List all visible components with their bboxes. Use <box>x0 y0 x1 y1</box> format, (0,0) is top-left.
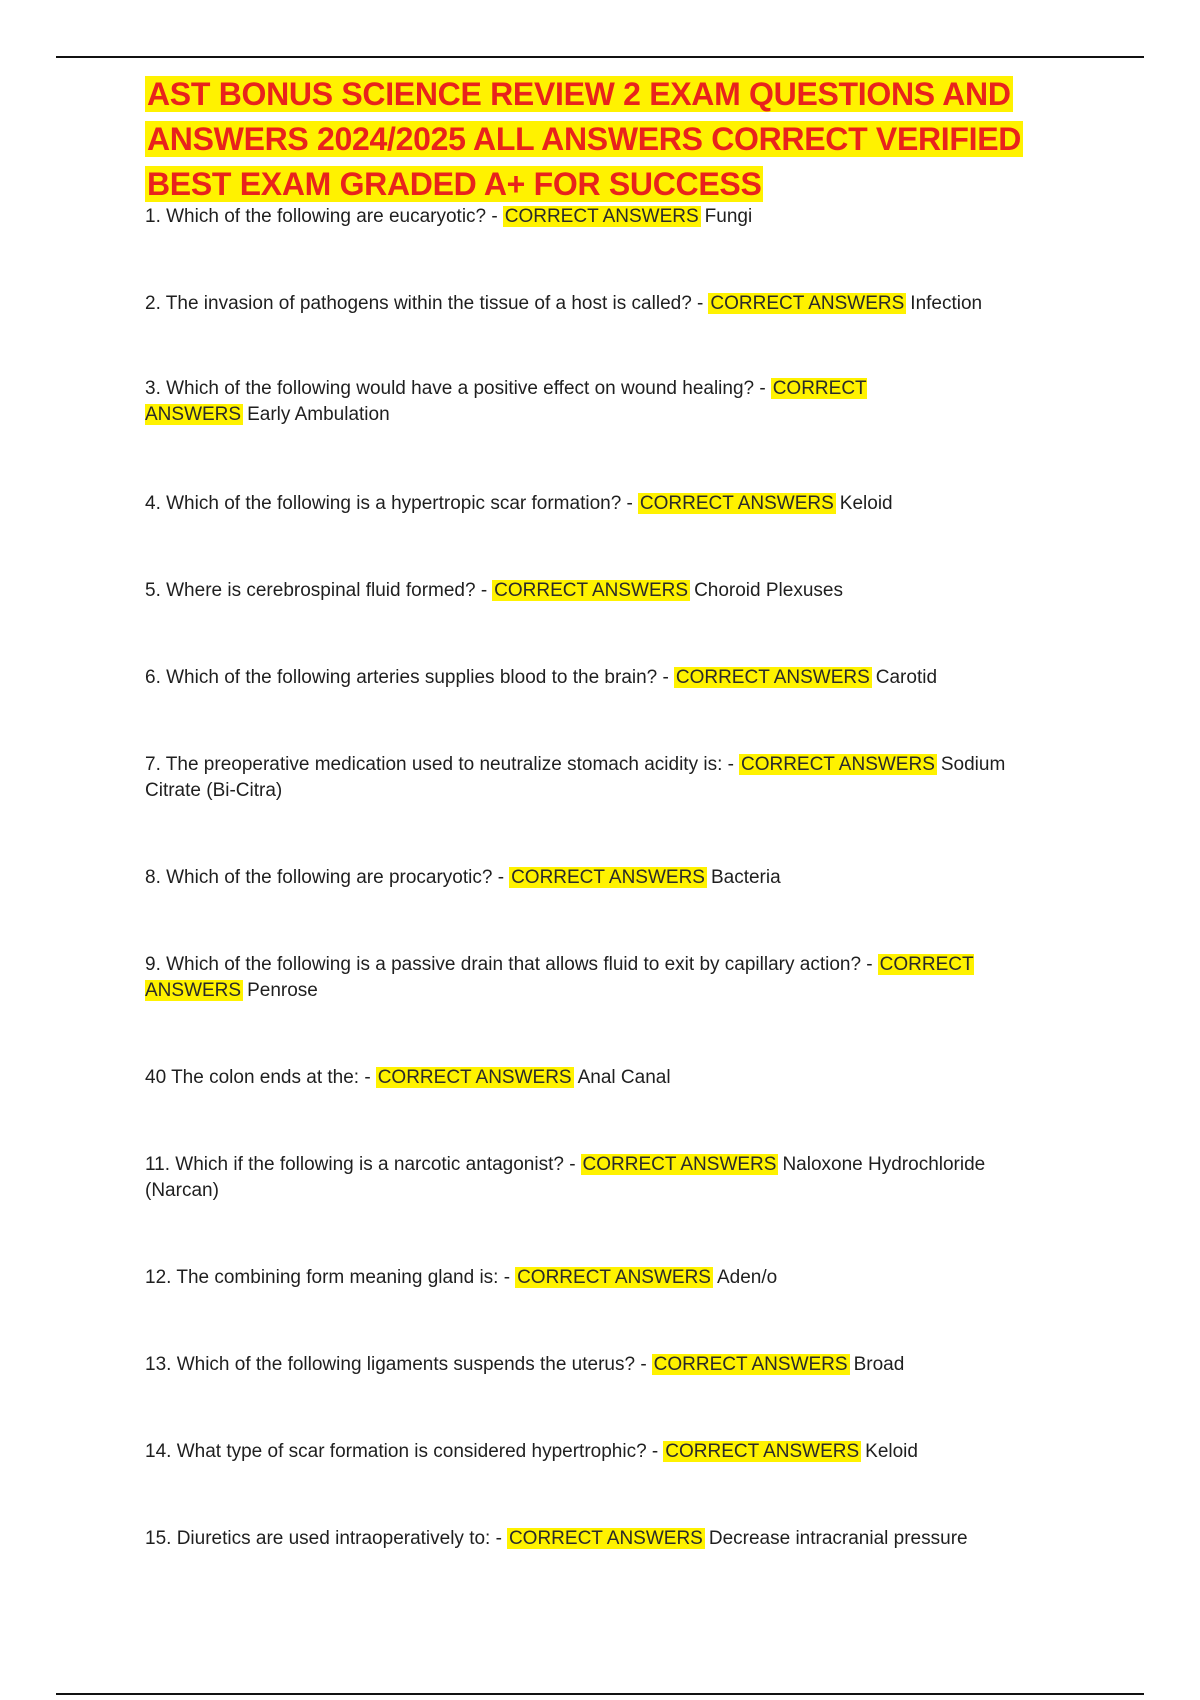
question-text: 15. Diuretics are used intraoperatively to: - <box>145 1528 502 1549</box>
answer-text: Infection <box>910 293 983 314</box>
answer-text: Keloid <box>865 1441 918 1462</box>
bottom-rule <box>56 1693 1144 1695</box>
answer-text: Bacteria <box>710 867 781 888</box>
list-item <box>145 1352 1065 1378</box>
correct-answers-tag: CORRECT ANSWERS <box>710 293 905 314</box>
answer-text: Carotid <box>875 667 938 688</box>
answer-text: Sodium Citrate (Bi-Citra) <box>145 754 1006 801</box>
correct-answers-tag: CORRECT ANSWERS <box>653 1354 848 1375</box>
answer-text: Fungi <box>704 206 753 227</box>
question-text: 6. Which of the following arteries supplies blood to the brain? - <box>145 667 669 688</box>
correct-answers-tag: CORRECT ANSWERS <box>740 754 935 775</box>
list-item <box>145 291 1065 317</box>
question-text: 3. Which of the following would have a positive effect on wound healing? - <box>145 378 766 399</box>
answer-text: Choroid Plexuses <box>694 580 843 601</box>
question-text: 2. The invasion of pathogens within the tissue of a host is called? - <box>145 293 704 314</box>
correct-answers-tag: CORRECT ANSWERS <box>508 1528 703 1549</box>
answer-text: Keloid <box>839 493 893 514</box>
question-text: 7. The preoperative medication used to neutralize stomach acidity is: - <box>145 754 734 775</box>
question-text: 13. Which of the following ligaments suspends the uterus? - <box>145 1354 647 1375</box>
question-text: 40 The colon ends at the: - <box>145 1067 371 1088</box>
question-text: 1. Which of the following are eucaryotic? - <box>145 206 498 227</box>
correct-answers-tag: CORRECT ANSWERS <box>675 667 870 688</box>
correct-answers-tag: CORRECT ANSWERS <box>511 867 705 888</box>
answer-text: Naloxone Hydrochloride (Narcan) <box>145 1154 986 1201</box>
list-item <box>145 1439 1065 1465</box>
list-item <box>145 204 1065 230</box>
list-item <box>145 1152 1045 1204</box>
correct-answers-tag: CORRECT ANSWERS <box>517 1267 711 1288</box>
answer-text: Aden/o <box>716 1267 778 1288</box>
question-text: 4. Which of the following is a hypertropic scar formation? - <box>145 493 633 514</box>
document-title-text: AST BONUS SCIENCE REVIEW 2 EXAM QUESTIONS AND ANSWERS 2024/2025 ALL ANSWERS CORRECT VERIFIED BEST EXAM GRADED A+ FOR SUCCESS <box>147 76 1022 202</box>
correct-answers-tag: CORRECT ANSWERS <box>377 1067 572 1088</box>
list-item <box>145 952 1065 1004</box>
question-text: 14. What type of scar formation is considered hypertrophic? - <box>145 1441 659 1462</box>
list-item <box>145 752 1065 804</box>
answer-text: Decrease intracranial pressure <box>708 1528 968 1549</box>
correct-answers-tag: CORRECT ANSWERS <box>504 206 699 227</box>
list-item <box>145 1065 1065 1091</box>
list-item <box>145 1265 1065 1291</box>
correct-answers-tag: CORRECT ANSWERS <box>145 378 867 425</box>
correct-answers-tag: CORRECT ANSWERS <box>145 954 974 1001</box>
correct-answers-tag: CORRECT ANSWERS <box>494 580 689 601</box>
document-title <box>145 72 1065 207</box>
list-item <box>145 865 1065 891</box>
list-item <box>145 376 1005 428</box>
top-rule <box>56 56 1144 58</box>
correct-answers-tag: CORRECT ANSWERS <box>665 1441 860 1462</box>
list-item <box>145 1526 1065 1552</box>
correct-answers-tag: CORRECT ANSWERS <box>639 493 834 514</box>
answer-text: Early Ambulation <box>247 404 390 425</box>
answer-text: Anal Canal <box>577 1067 671 1088</box>
answer-text: Penrose <box>247 980 318 1001</box>
list-item <box>145 665 1065 691</box>
question-text: 9. Which of the following is a passive drain that allows fluid to exit by capillary action? - <box>145 954 873 975</box>
document-body <box>145 72 1065 1549</box>
question-text: 5. Where is cerebrospinal fluid formed? - <box>145 580 488 601</box>
question-text: 11. Which if the following is a narcotic antagonist? - <box>145 1154 576 1175</box>
list-item <box>145 491 1065 517</box>
correct-answers-tag: CORRECT ANSWERS <box>582 1154 777 1175</box>
question-text: 8. Which of the following are procaryotic? - <box>145 867 505 888</box>
question-text: 12. The combining form meaning gland is: - <box>145 1267 511 1288</box>
answer-text: Broad <box>853 1354 905 1375</box>
list-item <box>145 578 1065 604</box>
